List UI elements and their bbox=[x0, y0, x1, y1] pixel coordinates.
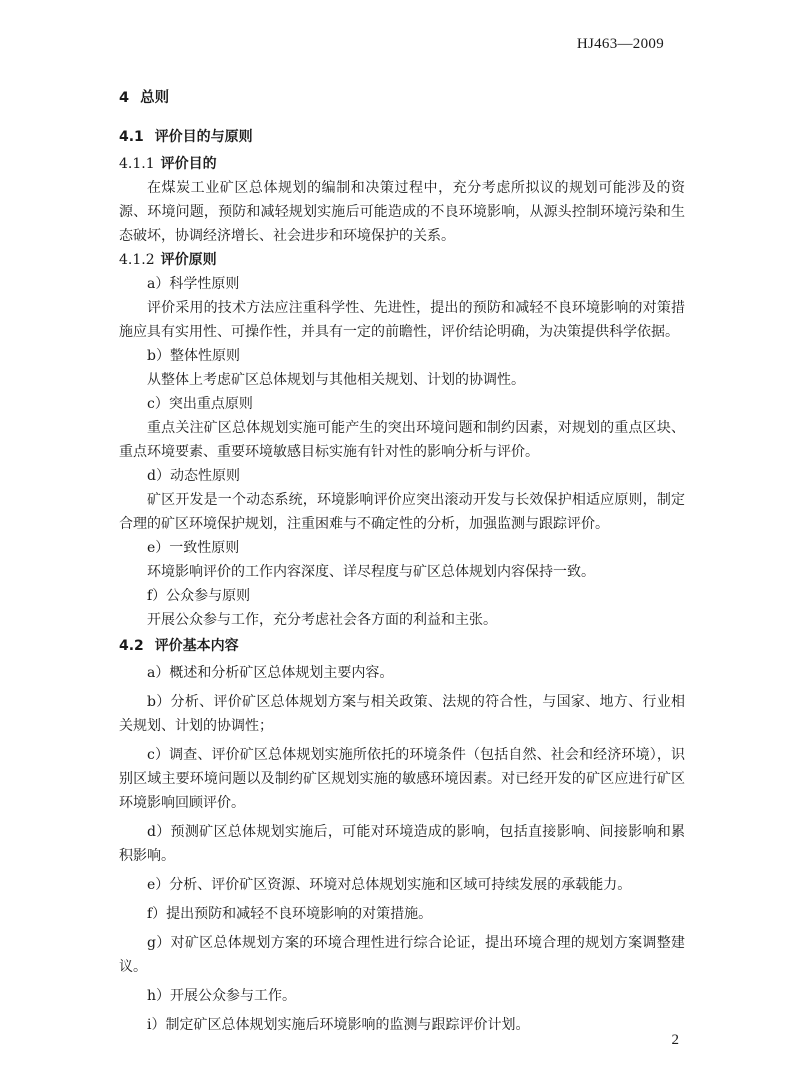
section-4-1-1-heading bbox=[119, 152, 685, 176]
section-number: 4 bbox=[119, 90, 130, 106]
principle-label: d）动态性原则 bbox=[147, 468, 240, 484]
section-title: 评价目的 bbox=[160, 156, 217, 172]
paragraph-purpose: 在煤炭工业矿区总体规划的编制和决策过程中，充分考虑所拟议的规划可能涉及的资源、环境问题，预防和减轻规划实施后可能造成的不良环境影响，从源头控制环境污染和生态破坏，协调经济增长、社会进步和环境保护的关系。 bbox=[119, 180, 685, 244]
section-4-1-2-heading bbox=[119, 248, 685, 272]
content-item: g）对矿区总体规划方案的环境合理性进行综合论证，提出环境合理的规划方案调整建议。 bbox=[119, 935, 685, 975]
principle-label: f）公众参与原则 bbox=[147, 588, 251, 604]
content-item: d）预测矿区总体规划实施后，可能对环境造成的影响，包括直接影响、间接影响和累积影响。 bbox=[119, 824, 685, 864]
section-4-1-heading bbox=[119, 125, 685, 149]
section-number: 4.1 bbox=[119, 129, 144, 145]
section-number: 4.1.1 bbox=[119, 156, 155, 172]
standard-code: HJ463—2009 bbox=[576, 36, 664, 52]
content-item: a）概述和分析矿区总体规划主要内容。 bbox=[147, 665, 394, 681]
principle-text: 评价采用的技术方法应注重科学性、先进性，提出的预防和减轻不良环境影响的对策措施应具有实用性、可操作性，并具有一定的前瞻性，评价结论明确，为决策提供科学依据。 bbox=[119, 300, 685, 340]
section-title: 总则 bbox=[140, 90, 170, 106]
section-title: 评价原则 bbox=[160, 252, 217, 268]
page-number: 2 bbox=[671, 1032, 679, 1048]
section-4-heading bbox=[119, 86, 685, 107]
content-item: e）分析、评价矿区资源、环境对总体规划实施和区域可持续发展的承载能力。 bbox=[147, 877, 632, 893]
principle-text: 矿区开发是一个动态系统，环境影响评价应突出滚动开发与长效保护相适应原则，制定合理的矿区环境保护规划，注重困难与不确定性的分析，加强监测与跟踪评价。 bbox=[119, 492, 685, 532]
content-item: i）制定矿区总体规划实施后环境影响的监测与跟踪评价计划。 bbox=[147, 1017, 530, 1033]
principle-text: 开展公众参与工作，充分考虑社会各方面的利益和主张。 bbox=[147, 612, 497, 628]
section-4-2-heading bbox=[119, 634, 685, 658]
content-item: b）分析、评价矿区总体规划方案与相关政策、法规的符合性，与国家、地方、行业相关规划、计划的协调性； bbox=[119, 694, 685, 734]
content-item: c）调查、评价矿区总体规划实施所依托的环境条件（包括自然、社会和经济环境），识别区域主要环境问题以及制约矿区规划实施的敏感环境因素。对已经开发的矿区应进行矿区环境影响回顾评价。 bbox=[119, 747, 685, 811]
principle-label: c）突出重点原则 bbox=[147, 396, 253, 412]
section-number: 4.1.2 bbox=[119, 252, 155, 268]
principle-text: 重点关注矿区总体规划实施可能产生的突出环境问题和制约因素，对规划的重点区块、重点环境要素、重要环境敏感目标实施有针对性的影响分析与评价。 bbox=[119, 420, 685, 460]
principle-label: e）一致性原则 bbox=[147, 540, 240, 556]
section-number: 4.2 bbox=[119, 638, 144, 654]
principle-text: 从整体上考虑矿区总体规划与其他相关规划、计划的协调性。 bbox=[147, 372, 525, 388]
section-title: 评价基本内容 bbox=[154, 638, 239, 654]
principle-text: 环境影响评价的工作内容深度、详尽程度与矿区总体规划内容保持一致。 bbox=[147, 564, 595, 580]
document-body bbox=[119, 86, 685, 1037]
section-title: 评价目的与原则 bbox=[154, 129, 253, 145]
content-item: h）开展公众参与工作。 bbox=[147, 988, 297, 1004]
principle-label: b）整体性原则 bbox=[147, 348, 240, 364]
content-item: f）提出预防和减轻不良环境影响的对策措施。 bbox=[147, 906, 433, 922]
principle-label: a）科学性原则 bbox=[147, 276, 240, 292]
